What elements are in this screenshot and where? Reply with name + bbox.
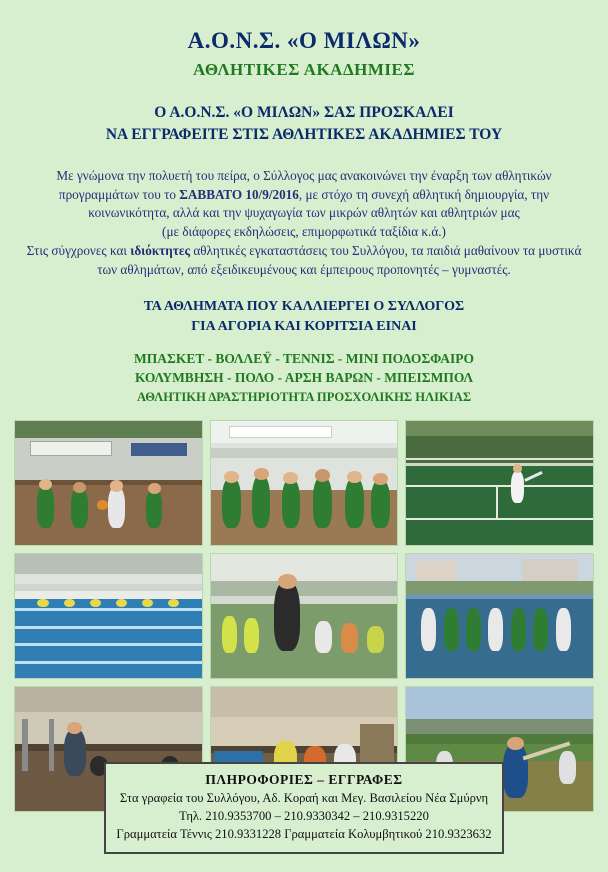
photo-gallery: [14, 420, 594, 812]
invitation-line-1: Ο Α.Ο.Ν.Σ. «Ο ΜΙΛΩΝ» ΣΑΣ ΠΡΟΣΚΑΛΕΙ: [154, 104, 454, 121]
page-title: Α.Ο.Ν.Σ. «Ο ΜΙΛΩΝ»: [187, 28, 421, 53]
info-title: ΠΛΗΡΟΦΟΡΙΕΣ – ΕΓΓΡΑΦΕΣ: [205, 772, 403, 787]
sports-list: [0, 349, 608, 406]
invitation-line-2: ΝΑ ΕΓΓΡΑΦΕΙΤΕ ΣΤΙΣ ΑΘΛΗΤΙΚΕΣ ΑΚΑΔΗΜΙΕΣ ΤΟΥ: [105, 126, 503, 144]
photo-team-photo-outdoor: [405, 553, 594, 679]
sports-heading: [0, 297, 608, 336]
info-box: [104, 762, 504, 854]
body-part-4: Στις σύγχρονες και: [26, 242, 131, 258]
sports-list-line-2: ΚΟΛΥΜΒΗΣΗ - ΠΟΛΟ - ΑΡΣΗ ΒΑΡΩΝ - ΜΠΕΙΣΜΠΟΛ: [134, 370, 474, 386]
photo-basketball-court: [14, 420, 203, 546]
body-part-5: αθλητικές εγκαταστάσεις του Συλλόγου, τα παιδιά μαθαίνουν τα μυστικά των αθλημάτων, από εξειδικευμένους και έμπειρους προπονητές – γυμναστές.: [97, 242, 582, 277]
info-departments: Γραμματεία Τέννις 210.9331228 Γραμματεία Κολυμβητικού 210.9323632: [116, 827, 492, 841]
body-part-1: Με γνώμονα την πολυετή του πείρα, ο Σύλλογος μας ανακοινώνει την έναρξη των αθλητικών προγραμμάτων του το: [56, 167, 552, 202]
body-paragraph: [26, 167, 582, 279]
info-phones: Τηλ. 210.9353700 – 210.9330342 – 210.9315220: [179, 809, 429, 823]
body-part-3: (με διάφορες εκδηλώσεις, επιμορφωτικά ταξίδια κ.ά.): [162, 224, 446, 240]
invitation-block: [0, 102, 608, 147]
sports-heading-line-2: ΓΙΑ ΑΓΟΡΙΑ ΚΑΙ ΚΟΡΙΤΣΙΑ ΕΙΝΑΙ: [191, 318, 417, 334]
sports-heading-line-1: ΤΑ ΑΘΛΗΜΑΤΑ ΠΟΥ ΚΑΛΛΙΕΡΓΕΙ Ο ΣΥΛΛΟΓΟΣ: [143, 299, 465, 315]
sports-list-line-1: ΜΠΑΣΚΕΤ - ΒΟΛΛΕΫ - ΤΕΝΝΙΣ - ΜΙΝΙ ΠΟΔΟΣΦΑΙΡΟ: [134, 350, 474, 366]
photo-kids-training: [210, 553, 399, 679]
body-part-2: , με στόχο τη συνεχή αθλητική δημιουργία, την κοινωνικότητα, αλλά και την ψυχαγωγία των μικρών αθλητών και αθλητριών μας: [88, 186, 550, 221]
photo-volleyball-team: [210, 420, 399, 546]
photo-tennis-court: [405, 420, 594, 546]
own-facilities-emphasis: ιδιόκτητες: [130, 242, 191, 258]
start-date: ΣΑΒΒΑΤΟ 10/9/2016: [179, 186, 299, 202]
header-subtitle: ΑΘΛΗΤΙΚΕΣ ΑΚΑΔΗΜΙΕΣ: [193, 60, 415, 79]
header-block: [0, 0, 608, 80]
sports-list-line-3: ΑΘΛΗΤΙΚΗ ΔΡΑΣΤΗΡΙΟΤΗΤΑ ΠΡΟΣΧΟΛΙΚΗΣ ΗΛΙΚΙΑΣ: [136, 389, 472, 404]
info-address: Στα γραφεία του Συλλόγου, Αδ. Κοραή και Μεγ. Βασιλείου Νέα Σμύρνη: [119, 791, 489, 805]
photo-swimming-pool: [14, 553, 203, 679]
